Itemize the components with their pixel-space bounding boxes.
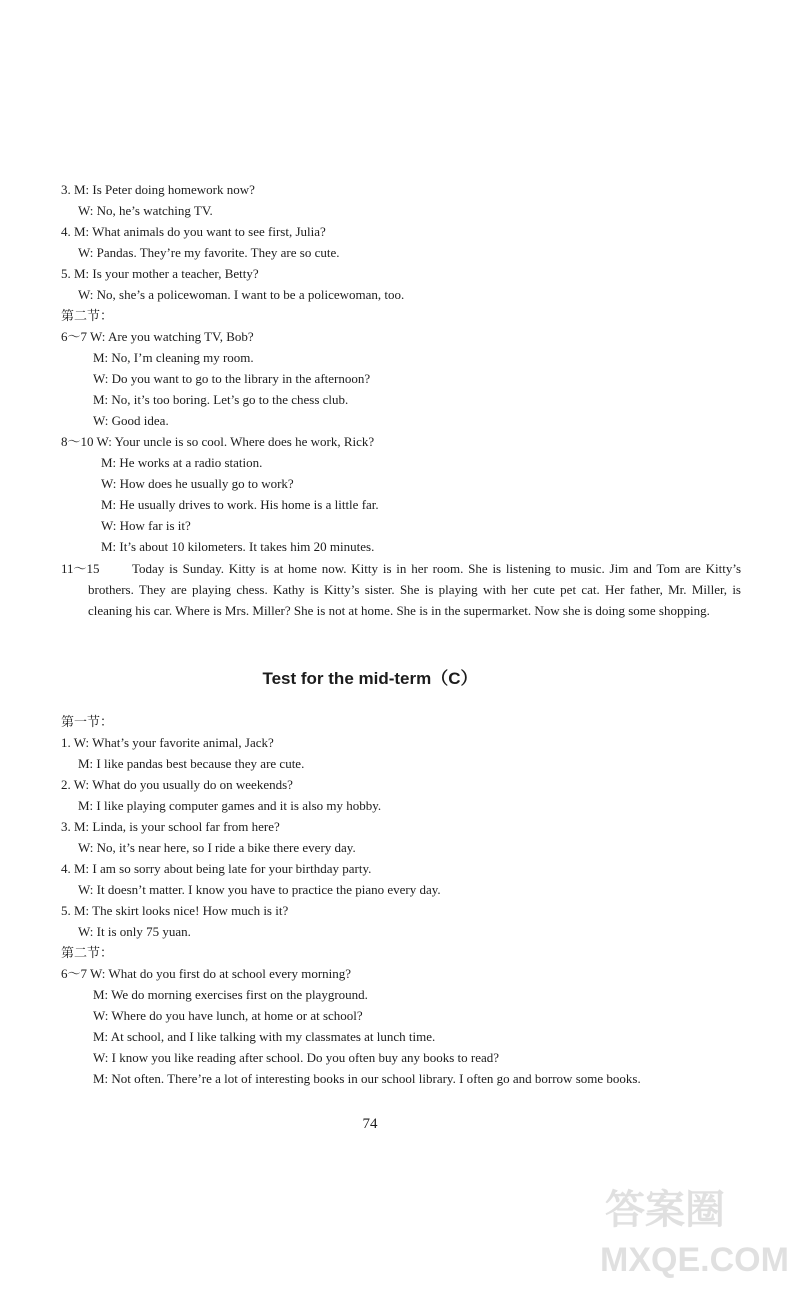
dialogue-line: 5. M: The skirt looks nice! How much is it? xyxy=(61,903,289,918)
watermark-cn: 答案圈 xyxy=(605,1187,725,1233)
dialogue-line: 2. W: What do you usually do on weekends? xyxy=(61,777,293,792)
dialogue-line: W: Do you want to go to the library in the afternoon? xyxy=(93,371,371,386)
dialogue-line: 4. M: What animals do you want to see first, Julia? xyxy=(61,224,326,239)
test-title: Test for the mid-term（C） xyxy=(262,669,478,688)
section-heading: 第一节： xyxy=(61,714,114,729)
dialogue-line: 1. W: What’s your favorite animal, Jack? xyxy=(61,735,274,750)
passage-number: 11～15 xyxy=(61,561,100,576)
dialogue-line: 3. M: Linda, is your school far from here? xyxy=(61,819,280,834)
dialogue-line: M: He usually drives to work. His home is a little far. xyxy=(101,497,379,512)
section-heading: 第二节： xyxy=(61,308,114,323)
dialogue-line: M: It’s about 10 kilometers. It takes him 20 minutes. xyxy=(101,539,375,554)
dialogue-line: W: No, he’s watching TV. xyxy=(78,203,213,218)
dialogue-line: W: It is only 75 yuan. xyxy=(78,924,191,939)
watermark-en: MXQE.COM xyxy=(600,1241,789,1279)
dialogue-line: W: Where do you have lunch, at home or at school? xyxy=(93,1008,363,1023)
dialogue-line: W: No, it’s near here, so I ride a bike there every day. xyxy=(78,840,356,855)
page-number: 74 xyxy=(362,1116,378,1132)
dialogue-line: M: I like playing computer games and it is also my hobby. xyxy=(78,798,382,813)
dialogue-line: M: No, it’s too boring. Let’s go to the chess club. xyxy=(93,392,349,407)
dialogue-line: W: How far is it? xyxy=(101,518,191,533)
dialogue-line: M: Not often. There’re a lot of interesting books in our school library. I often go and borrow some books. xyxy=(93,1071,641,1086)
dialogue-line: 6～7 W: What do you first do at school every morning? xyxy=(61,966,352,981)
dialogue-line: W: It doesn’t matter. I know you have to practice the piano every day. xyxy=(78,882,441,897)
dialogue-line: W: Good idea. xyxy=(93,413,169,428)
dialogue-line: M: We do morning exercises first on the playground. xyxy=(93,987,368,1002)
dialogue-line: W: No, she’s a policewoman. I want to be a policewoman, too. xyxy=(78,287,405,302)
dialogue-line: 6～7 W: Are you watching TV, Bob? xyxy=(61,329,254,344)
dialogue-line: M: I like pandas best because they are cute. xyxy=(78,756,305,771)
dialogue-line: 5. M: Is your mother a teacher, Betty? xyxy=(61,266,259,281)
passage-text: Today is Sunday. Kitty is at home now. Kitty is in her room. She is listening to music. Jim and Tom are Kitty’s brothers. They are playing chess. Kathy is Kitty’s sister. She is playing with her cute pet cat. Her father, Mr. Miller, is cleaning his car. Where is Mrs. Miller? She is not at home. She is in the supermarket. Now she is doing some shopping. xyxy=(88,561,741,618)
dialogue-line: 4. M: I am so sorry about being late for your birthday party. xyxy=(61,861,372,876)
dialogue-line: M: No, I’m cleaning my room. xyxy=(93,350,254,365)
dialogue-line: M: He works at a radio station. xyxy=(101,455,263,470)
dialogue-line: W: I know you like reading after school. Do you often buy any books to read? xyxy=(93,1050,500,1065)
dialogue-line: W: How does he usually go to work? xyxy=(101,476,294,491)
section-heading: 第二节： xyxy=(61,945,114,960)
dialogue-line: 3. M: Is Peter doing homework now? xyxy=(61,182,255,197)
dialogue-line: W: Pandas. They’re my favorite. They are so cute. xyxy=(78,245,340,260)
watermark-logo xyxy=(600,1181,790,1281)
dialogue-line: 8～10 W: Your uncle is so cool. Where does he work, Rick? xyxy=(61,434,375,449)
dialogue-line: M: At school, and I like talking with my classmates at lunch time. xyxy=(93,1029,436,1044)
